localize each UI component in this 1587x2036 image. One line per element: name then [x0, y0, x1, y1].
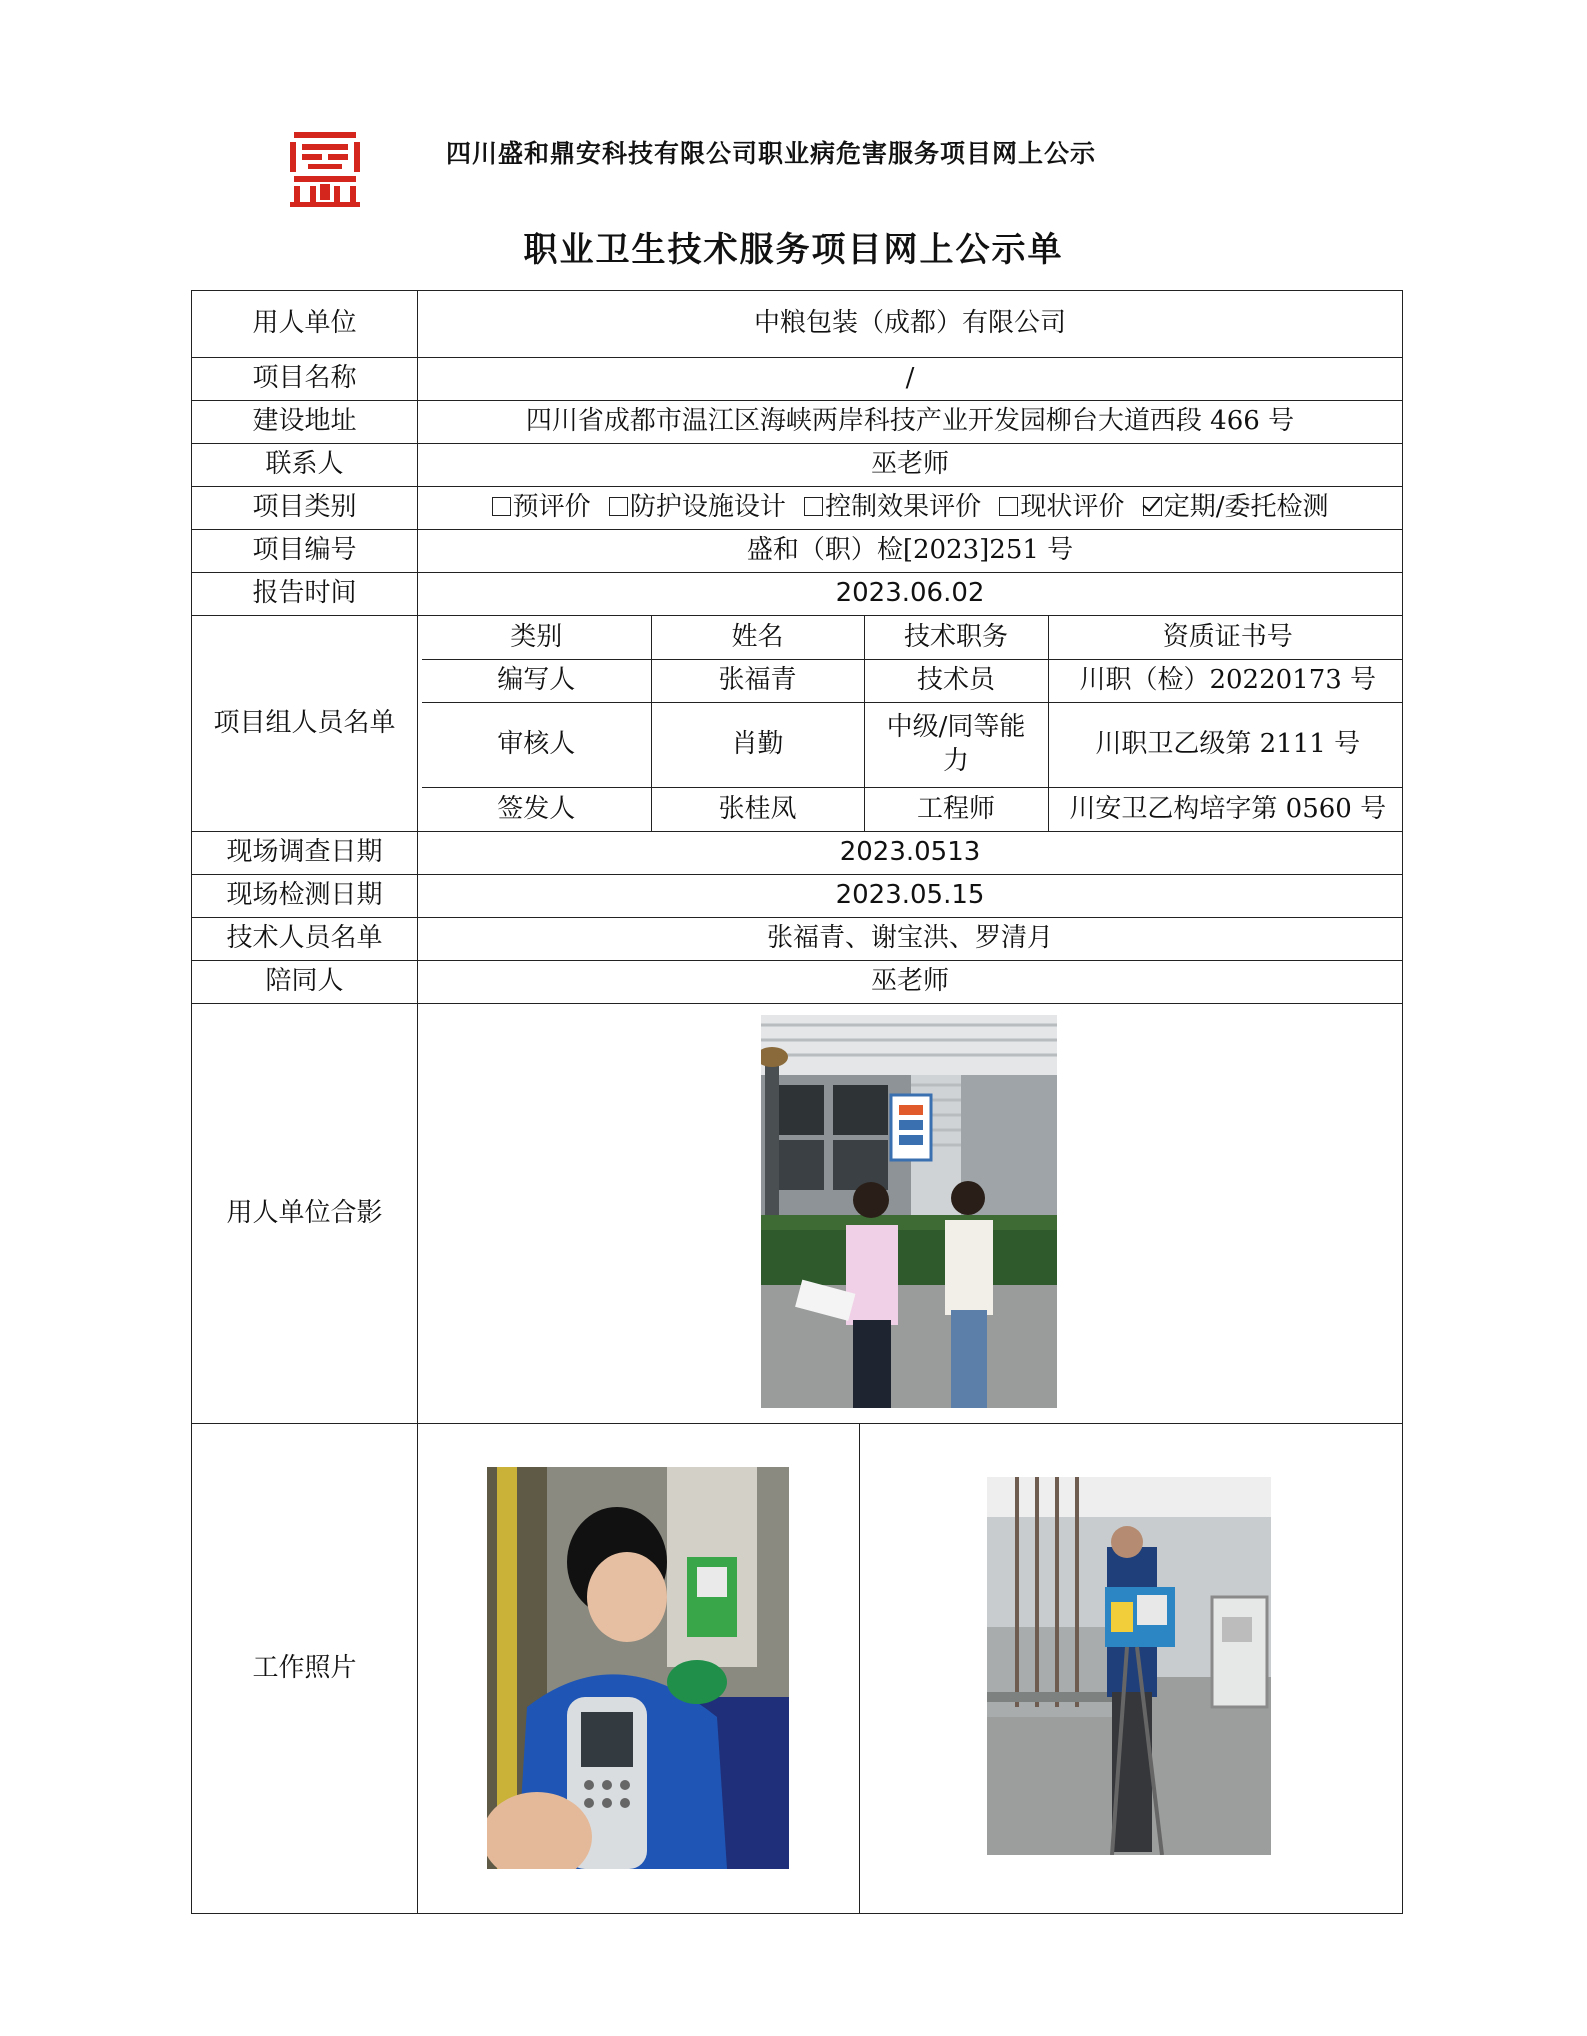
survey-date-value: 2023.0513	[418, 832, 1403, 875]
page-header	[288, 128, 1288, 218]
team-cell: 编写人	[422, 659, 651, 702]
test-date-label: 现场检测日期	[192, 875, 418, 918]
technicians-label: 技术人员名单	[192, 918, 418, 961]
checkbox-icon	[609, 497, 628, 516]
team-row	[422, 787, 1403, 831]
row-category	[192, 487, 1403, 530]
group-photo-label: 用人单位合影	[192, 1004, 418, 1424]
team-header-cell: 资质证书号	[1048, 616, 1403, 659]
row-report-time	[192, 573, 1403, 616]
row-survey-date	[192, 832, 1403, 875]
team-cell: 张桂凤	[651, 787, 864, 831]
escort-label: 陪同人	[192, 961, 418, 1004]
category-option-pre-evaluation[interactable]: 预评价	[492, 492, 591, 522]
escort-value: 巫老师	[418, 961, 1403, 1004]
survey-date-label: 现场调查日期	[192, 832, 418, 875]
row-project-no	[192, 530, 1403, 573]
work-photo-air-sampling	[987, 1477, 1271, 1855]
team-cell: 技术员	[864, 659, 1048, 702]
checkbox-icon	[999, 497, 1018, 516]
category-options	[418, 487, 1403, 530]
row-employer	[192, 291, 1403, 358]
company-line: 四川盛和鼎安科技有限公司职业病危害服务项目网上公示	[446, 139, 1097, 168]
address-value: 四川省成都市温江区海峡两岸科技产业开发园柳台大道西段 466 号	[418, 401, 1403, 444]
team-header-cell: 技术职务	[864, 616, 1048, 659]
team-header-cell: 姓名	[651, 616, 864, 659]
team-cell: 张福青	[651, 659, 864, 702]
work-photos-label: 工作照片	[192, 1424, 418, 1914]
row-project-name	[192, 358, 1403, 401]
checkbox-icon	[492, 497, 511, 516]
checkbox-icon	[804, 497, 823, 516]
project-name-value: /	[418, 358, 1403, 401]
project-name-label: 项目名称	[192, 358, 418, 401]
report-time-value: 2023.06.02	[418, 573, 1403, 616]
team-header-cell: 类别	[422, 616, 651, 659]
category-option-protection-design[interactable]: 防护设施设计	[609, 492, 786, 522]
technicians-value: 张福青、谢宝洪、罗清月	[418, 918, 1403, 961]
team-cell: 中级/同等能力	[864, 702, 1048, 787]
checked-checkbox-icon	[1143, 497, 1162, 516]
report-time-label: 报告时间	[192, 573, 418, 616]
address-label: 建设地址	[192, 401, 418, 444]
project-no-value: 盛和（职）检[2023]251 号	[418, 530, 1403, 573]
test-date-value: 2023.05.15	[418, 875, 1403, 918]
team-label: 项目组人员名单	[192, 616, 418, 832]
team-cell: 川职卫乙级第 2111 号	[1048, 702, 1403, 787]
group-photo	[761, 1015, 1057, 1408]
category-option-periodic-testing[interactable]: 定期/委托检测	[1143, 492, 1329, 522]
company-logo	[288, 128, 362, 208]
employer-label: 用人单位	[192, 291, 418, 358]
team-row	[422, 659, 1403, 702]
project-no-label: 项目编号	[192, 530, 418, 573]
row-contact	[192, 444, 1403, 487]
category-label: 项目类别	[192, 487, 418, 530]
row-test-date	[192, 875, 1403, 918]
row-escort	[192, 961, 1403, 1004]
category-option-control-effect[interactable]: 控制效果评价	[804, 492, 981, 522]
team-cell: 工程师	[864, 787, 1048, 831]
row-technicians	[192, 918, 1403, 961]
document-title: 职业卫生技术服务项目网上公示单	[523, 230, 1064, 270]
contact-label: 联系人	[192, 444, 418, 487]
employer-value: 中粮包装（成都）有限公司	[418, 291, 1403, 358]
team-table	[422, 616, 1403, 831]
team-cell: 签发人	[422, 787, 651, 831]
team-header-row	[422, 616, 1403, 659]
team-cell: 肖勤	[651, 702, 864, 787]
category-option-status-evaluation[interactable]: 现状评价	[999, 492, 1124, 522]
contact-value: 巫老师	[418, 444, 1403, 487]
team-row	[422, 702, 1403, 787]
team-cell: 审核人	[422, 702, 651, 787]
team-table-cell	[418, 616, 1403, 832]
team-cell: 川安卫乙构培字第 0560 号	[1048, 787, 1403, 831]
work-photo-noise-measurement	[487, 1467, 789, 1869]
row-address	[192, 401, 1403, 444]
row-team	[192, 616, 1403, 832]
team-cell: 川职（检）20220173 号	[1048, 659, 1403, 702]
